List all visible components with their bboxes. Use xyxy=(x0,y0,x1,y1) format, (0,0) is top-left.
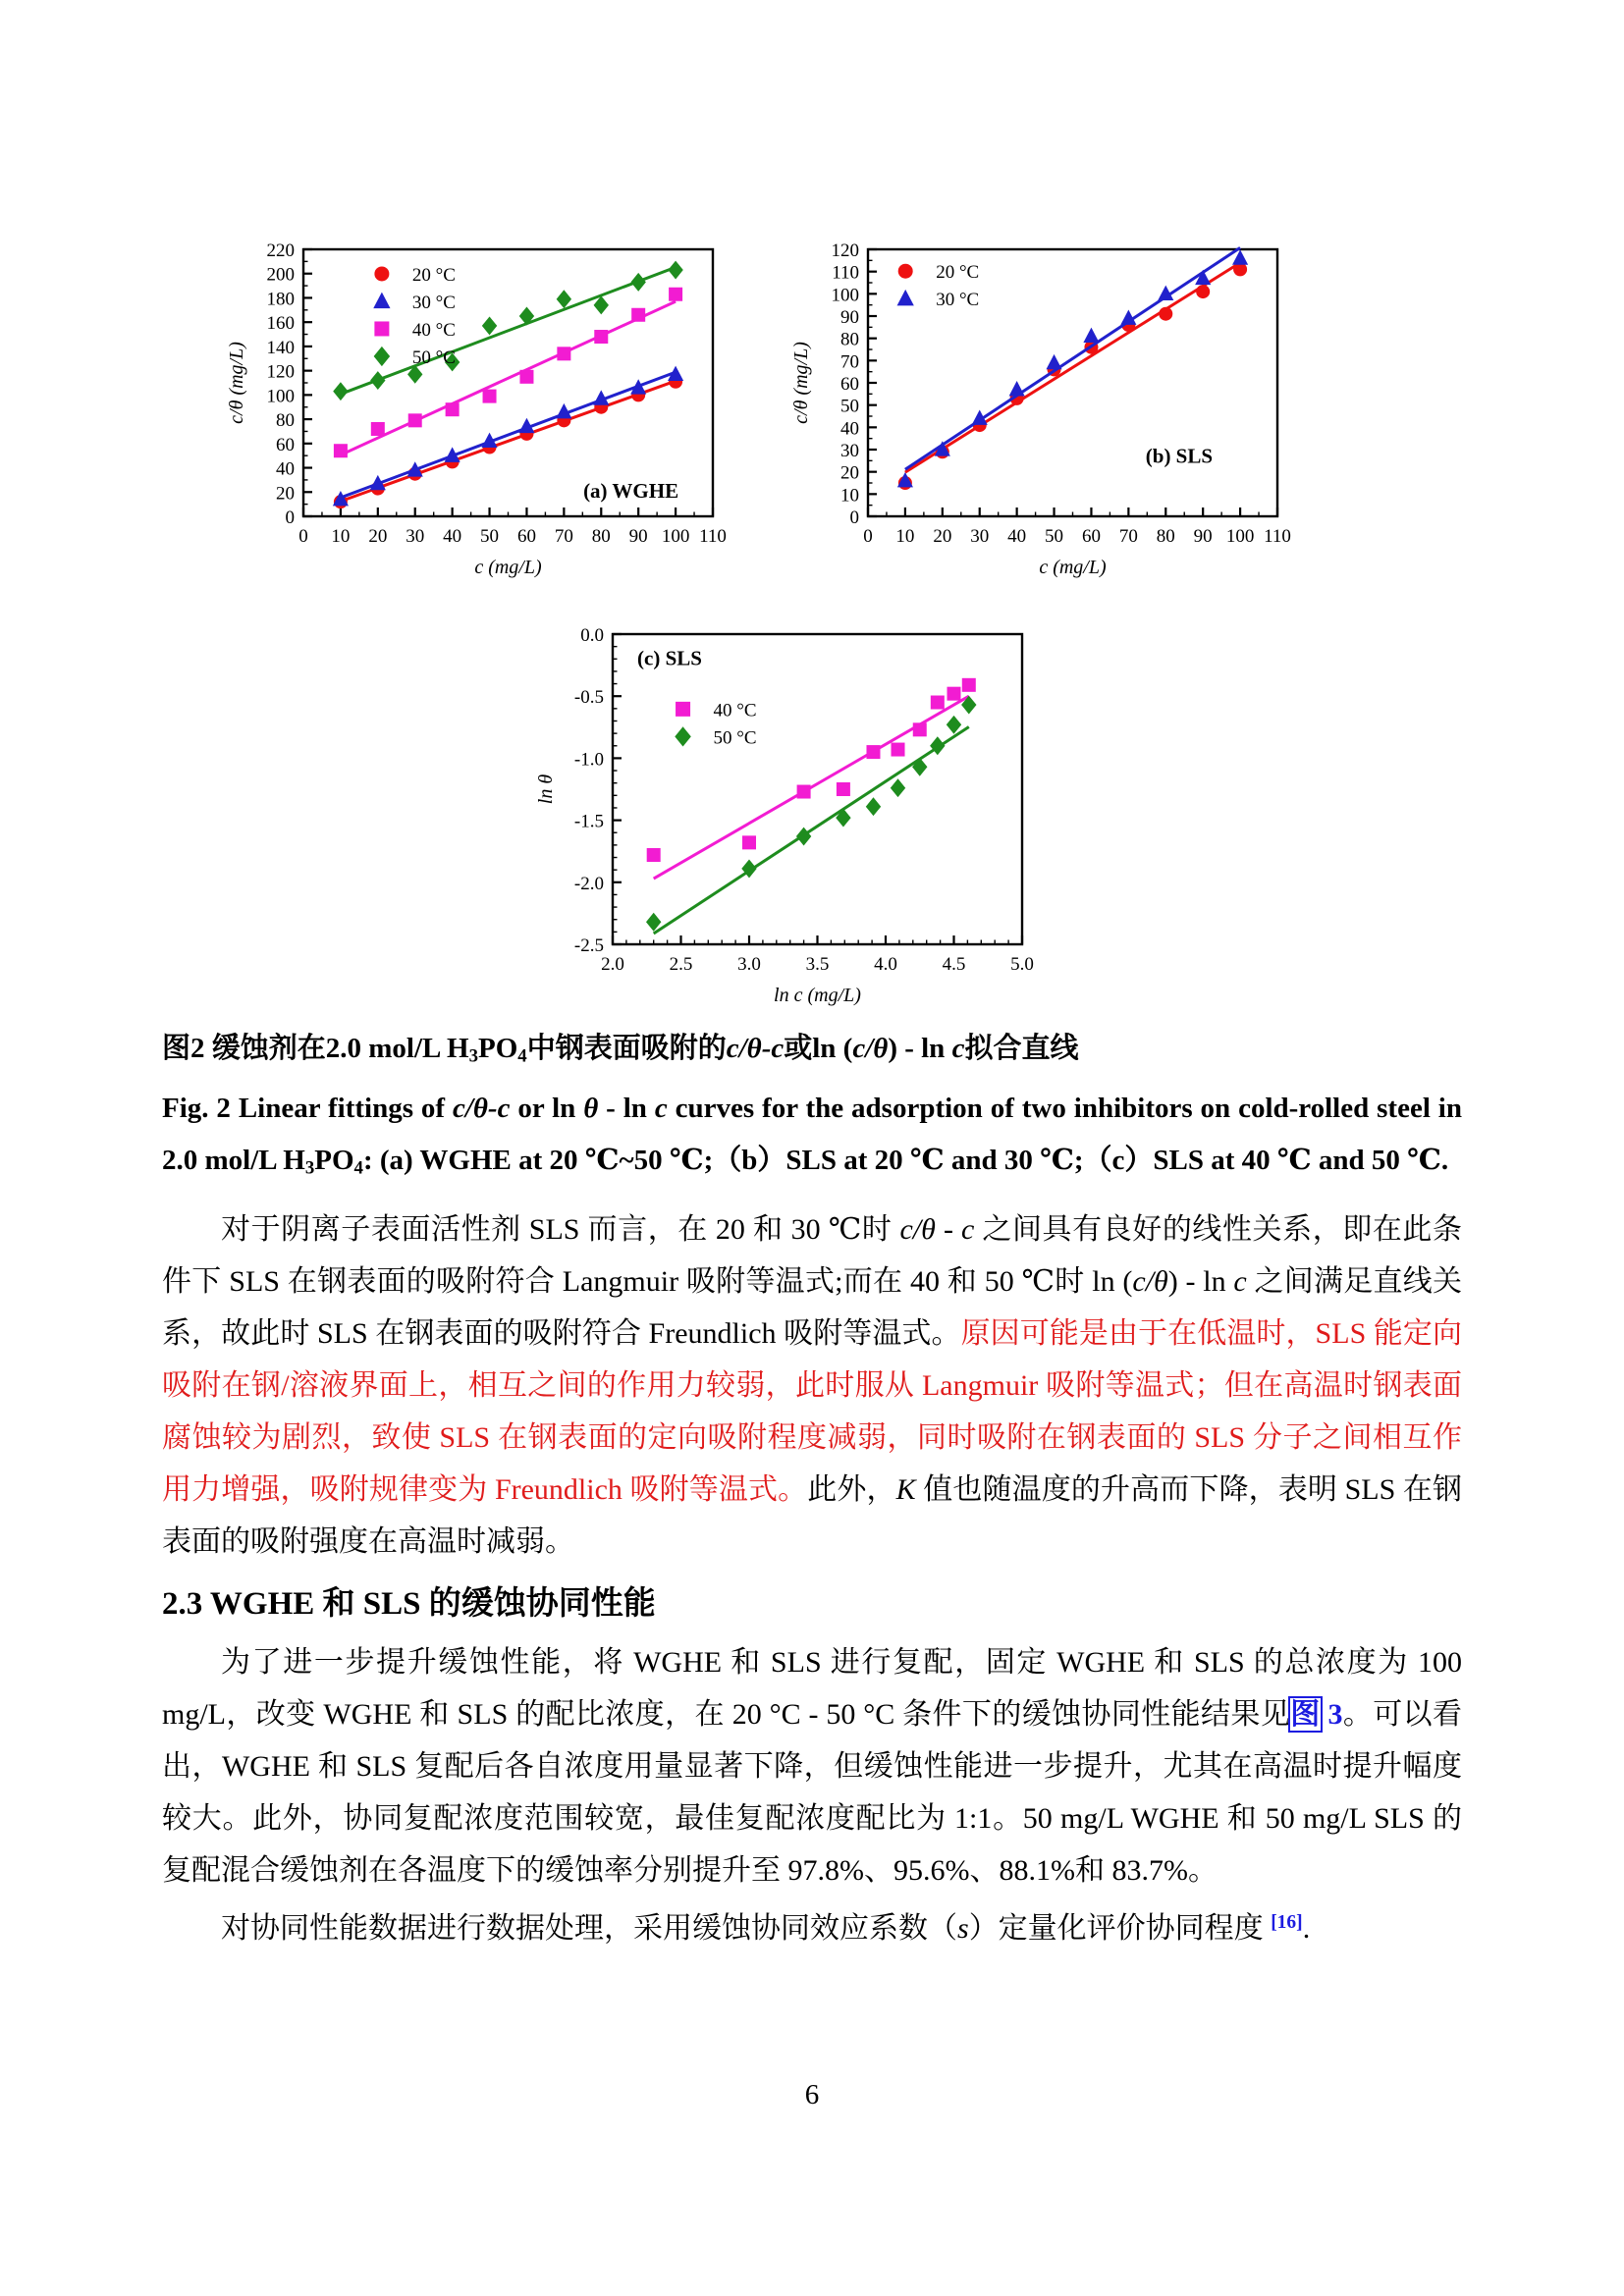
text-segment: curves for the adsorption of two inhibitors on cold-rolled steel in 2.0 mol/L H xyxy=(162,1092,1462,1176)
svg-text:0: 0 xyxy=(863,526,873,547)
svg-text:-1.5: -1.5 xyxy=(573,811,604,832)
svg-text:-2.5: -2.5 xyxy=(573,935,604,956)
text-segment: : (a) WGHE at 20 ℃~50 ℃;（b）SLS at 20 ℃ and 30 ℃;（c）SLS at 40 ℃ and 50 ℃. xyxy=(362,1144,1449,1176)
svg-text:4.5: 4.5 xyxy=(942,954,966,975)
y-axis-title: ln θ xyxy=(535,774,557,805)
svg-text:70: 70 xyxy=(840,351,859,373)
svg-text:0: 0 xyxy=(298,526,308,547)
svg-text:0: 0 xyxy=(849,507,859,528)
text-segment: 此外， xyxy=(807,1473,896,1507)
series-40c xyxy=(647,678,976,879)
figure-3-link[interactable]: 图 xyxy=(1290,1698,1321,1732)
svg-text:110: 110 xyxy=(1264,526,1291,547)
text-segment: Fig. 2 Linear fittings of xyxy=(162,1092,453,1124)
fit-line xyxy=(654,726,969,933)
svg-text:80: 80 xyxy=(1156,526,1175,547)
text-segment: 。可以看出，WGHE 和 SLS 复配后各自浓度用量显著下降，但缓蚀性能进一步提升，尤其在高温时提升幅度较大。此外，协同复配浓度范围较宽，最佳复配浓度配比为 1:1。50 mg/L WGHE 和 50 mg/L SLS 的复配混合缓蚀剂在各温度下的缓蚀率分别提升至 97.8%、95.6%、88.1%和 83.7%。 xyxy=(162,1698,1463,1888)
y-axis xyxy=(267,240,313,528)
svg-text:220: 220 xyxy=(266,240,295,261)
svg-text:110: 110 xyxy=(699,526,727,547)
x-axis-title: c (mg/L) xyxy=(474,557,542,578)
chart-panel-label: (b) SLS xyxy=(1145,444,1214,468)
text-segment: - xyxy=(935,1213,962,1247)
x-axis-title: c (mg/L) xyxy=(1039,557,1107,578)
svg-text:60: 60 xyxy=(840,374,859,395)
svg-text:40: 40 xyxy=(840,418,859,440)
text-segment: PO xyxy=(478,1033,518,1064)
text-segment: c/θ-c xyxy=(726,1033,785,1064)
fit-line xyxy=(341,264,676,394)
paragraph-1 xyxy=(162,1203,1462,1568)
x-axis xyxy=(601,935,1034,975)
svg-text:2.0: 2.0 xyxy=(601,954,624,975)
svg-text:180: 180 xyxy=(266,289,295,310)
svg-text:60: 60 xyxy=(1081,526,1101,547)
svg-text:0.0: 0.0 xyxy=(580,625,604,646)
svg-text:50: 50 xyxy=(1045,526,1064,547)
text-segment: 对协同性能数据进行数据处理，采用缓蚀协同效应系数（ xyxy=(221,1912,957,1946)
svg-text:100: 100 xyxy=(831,285,859,306)
svg-text:3.5: 3.5 xyxy=(805,954,830,975)
svg-text:-0.5: -0.5 xyxy=(573,687,604,709)
svg-text:3.0: 3.0 xyxy=(737,954,761,975)
svg-text:100: 100 xyxy=(661,526,690,547)
y-axis-title: c/θ (mg/L) xyxy=(226,342,247,424)
y-axis-title: c/θ (mg/L) xyxy=(790,342,812,424)
svg-text:20: 20 xyxy=(276,483,295,505)
chart-a-wghe xyxy=(221,234,756,589)
y-axis xyxy=(574,625,622,956)
figure-3-link[interactable]: 3 xyxy=(1320,1698,1343,1732)
text-segment: PO xyxy=(314,1144,354,1176)
svg-text:60: 60 xyxy=(516,526,536,547)
text-segment: 为了进一步提升缓蚀性能，将 WGHE 和 SLS 进行复配，固定 WGHE 和 SLS 的总浓度为 100 mg/L，改变 WGHE 和 SLS 的配比浓度，在 20 °C - 50 °C 条件下的缓蚀协同性能结果见 xyxy=(162,1646,1462,1732)
text-segment: c/θ xyxy=(1132,1265,1168,1299)
text-segment: θ xyxy=(583,1092,599,1124)
svg-text:40: 40 xyxy=(1007,526,1027,547)
text-segment: 4 xyxy=(353,1157,363,1179)
svg-text:120: 120 xyxy=(266,361,295,383)
text-segment: 之间具有良好的线性关系，即在此条件下 SLS 在钢表面的吸附符合 Langmuir 吸附等温式;而在 40 和 50 ℃时 ln ( xyxy=(162,1213,1462,1299)
text-segment: c/θ xyxy=(852,1033,889,1064)
svg-text:100: 100 xyxy=(1225,526,1255,547)
svg-text:0: 0 xyxy=(285,507,295,528)
y-axis xyxy=(832,240,878,528)
text-segment: 拟合直线 xyxy=(964,1033,1079,1064)
page-number: 6 xyxy=(804,2079,820,2110)
svg-text:4.0: 4.0 xyxy=(874,954,897,975)
fit-line xyxy=(341,301,676,454)
reference-16-link[interactable]: [16] xyxy=(1271,1912,1303,1934)
legend xyxy=(675,700,756,748)
svg-text:140: 140 xyxy=(266,337,295,358)
svg-text:30: 30 xyxy=(970,526,990,547)
svg-text:80: 80 xyxy=(276,410,295,432)
svg-text:20: 20 xyxy=(368,526,388,547)
svg-text:110: 110 xyxy=(832,262,859,284)
svg-text:90: 90 xyxy=(840,307,859,328)
paragraph-2 xyxy=(162,1636,1462,1896)
svg-text:10: 10 xyxy=(331,526,351,547)
svg-text:120: 120 xyxy=(831,240,859,261)
svg-text:40 °C: 40 °C xyxy=(411,319,456,341)
text-segment: c/θ xyxy=(899,1213,936,1247)
svg-text:10: 10 xyxy=(895,526,915,547)
figure-caption-en xyxy=(162,1083,1462,1195)
text-segment: 3 xyxy=(468,1045,478,1067)
svg-text:50: 50 xyxy=(480,526,500,547)
svg-text:40 °C: 40 °C xyxy=(713,700,757,721)
svg-text:160: 160 xyxy=(266,313,295,335)
svg-text:60: 60 xyxy=(276,434,295,455)
x-axis xyxy=(298,507,727,547)
svg-text:50 °C: 50 °C xyxy=(713,727,757,749)
svg-text:20: 20 xyxy=(840,462,859,484)
text-segment: c xyxy=(654,1092,668,1124)
svg-text:20 °C: 20 °C xyxy=(936,262,980,284)
text-segment: ) - ln xyxy=(888,1033,952,1064)
svg-text:90: 90 xyxy=(1193,526,1213,547)
text-segment: c xyxy=(961,1213,975,1247)
x-axis xyxy=(863,507,1291,547)
svg-text:30 °C: 30 °C xyxy=(936,290,980,311)
svg-text:-1.0: -1.0 xyxy=(573,749,604,771)
svg-text:90: 90 xyxy=(628,526,648,547)
figure-caption-zh xyxy=(162,1023,1462,1083)
series-40c xyxy=(334,288,682,457)
chart-panel-label: (a) WGHE xyxy=(583,478,679,503)
text-segment: or ln xyxy=(510,1092,584,1124)
svg-text:-2.0: -2.0 xyxy=(573,873,604,894)
text-segment: . xyxy=(1302,1912,1311,1946)
text-segment: 之间满足直线关系，故此时 SLS 在钢表面的吸附符合 Freundlich 吸附等温式。 xyxy=(162,1265,1463,1351)
plot-border xyxy=(613,634,1022,944)
text-segment: s xyxy=(957,1912,969,1946)
plot-border xyxy=(303,249,713,516)
red-highlight-text: 原因可能是由于在低温时，SLS 能定向吸附在钢/溶液界面上，相互之间的作用力较弱，此时服从 Langmuir 吸附等温式；但在高温时钢表面腐蚀较为剧烈，致使 SLS 在钢表面的定向吸附程度减弱，同时吸附在钢表面的 SLS 分子之间相互作用力增强，吸附规律变为 Freundlich 吸附等温式。 xyxy=(162,1317,1462,1507)
text-segment: c/θ-c xyxy=(452,1092,511,1124)
legend xyxy=(373,265,456,368)
text-segment: 对于阴离子表面活性剂 SLS 而言，在 20 和 30 ℃时 xyxy=(221,1213,900,1247)
text-segment: 4 xyxy=(517,1045,527,1067)
svg-text:200: 200 xyxy=(266,264,295,286)
text-segment: ）定量化评价协同程度 xyxy=(968,1912,1272,1946)
text-content xyxy=(162,1023,1462,1954)
svg-text:50 °C: 50 °C xyxy=(411,347,456,368)
svg-text:10: 10 xyxy=(840,485,859,507)
legend xyxy=(897,262,980,310)
svg-text:20 °C: 20 °C xyxy=(411,264,456,286)
svg-text:30: 30 xyxy=(840,441,859,461)
text-segment: 图2 缓蚀剂在2.0 mol/L H xyxy=(162,1033,469,1064)
svg-text:80: 80 xyxy=(591,526,611,547)
plot-border xyxy=(868,249,1277,516)
chart-c-sls-ln xyxy=(530,618,1065,1017)
svg-text:20: 20 xyxy=(933,526,952,547)
text-segment: c xyxy=(951,1033,965,1064)
text-segment: 或ln ( xyxy=(784,1033,853,1064)
svg-text:80: 80 xyxy=(840,329,859,350)
svg-text:70: 70 xyxy=(554,526,573,547)
text-segment: ) - ln xyxy=(1167,1265,1234,1299)
text-segment: K xyxy=(895,1473,916,1507)
section-heading-2-3: 2.3 WGHE 和 SLS 的缓蚀协同性能 xyxy=(162,1586,656,1623)
text-segment: - ln xyxy=(598,1092,655,1124)
paragraph-3 xyxy=(162,1896,1462,1954)
svg-text:5.0: 5.0 xyxy=(1010,954,1034,975)
svg-text:100: 100 xyxy=(266,386,295,407)
svg-text:30 °C: 30 °C xyxy=(411,292,456,313)
svg-text:70: 70 xyxy=(1118,526,1138,547)
svg-text:2.5: 2.5 xyxy=(669,954,693,975)
chart-b-sls xyxy=(785,234,1321,589)
text-segment: 3 xyxy=(304,1157,315,1179)
text-segment: 中钢表面吸附的 xyxy=(526,1033,727,1064)
text-segment: c xyxy=(1233,1265,1247,1299)
text-segment: 值也随温度的升高而下降，表明 SLS 在钢表面的吸附强度在高温时减弱。 xyxy=(162,1473,1463,1559)
chart-panel-label: (c) SLS xyxy=(637,646,702,670)
x-axis-title: ln c (mg/L) xyxy=(774,985,861,1006)
svg-text:40: 40 xyxy=(276,458,295,480)
svg-text:50: 50 xyxy=(840,396,859,417)
svg-text:40: 40 xyxy=(443,526,462,547)
svg-text:30: 30 xyxy=(406,526,425,547)
series-50c xyxy=(646,696,976,934)
